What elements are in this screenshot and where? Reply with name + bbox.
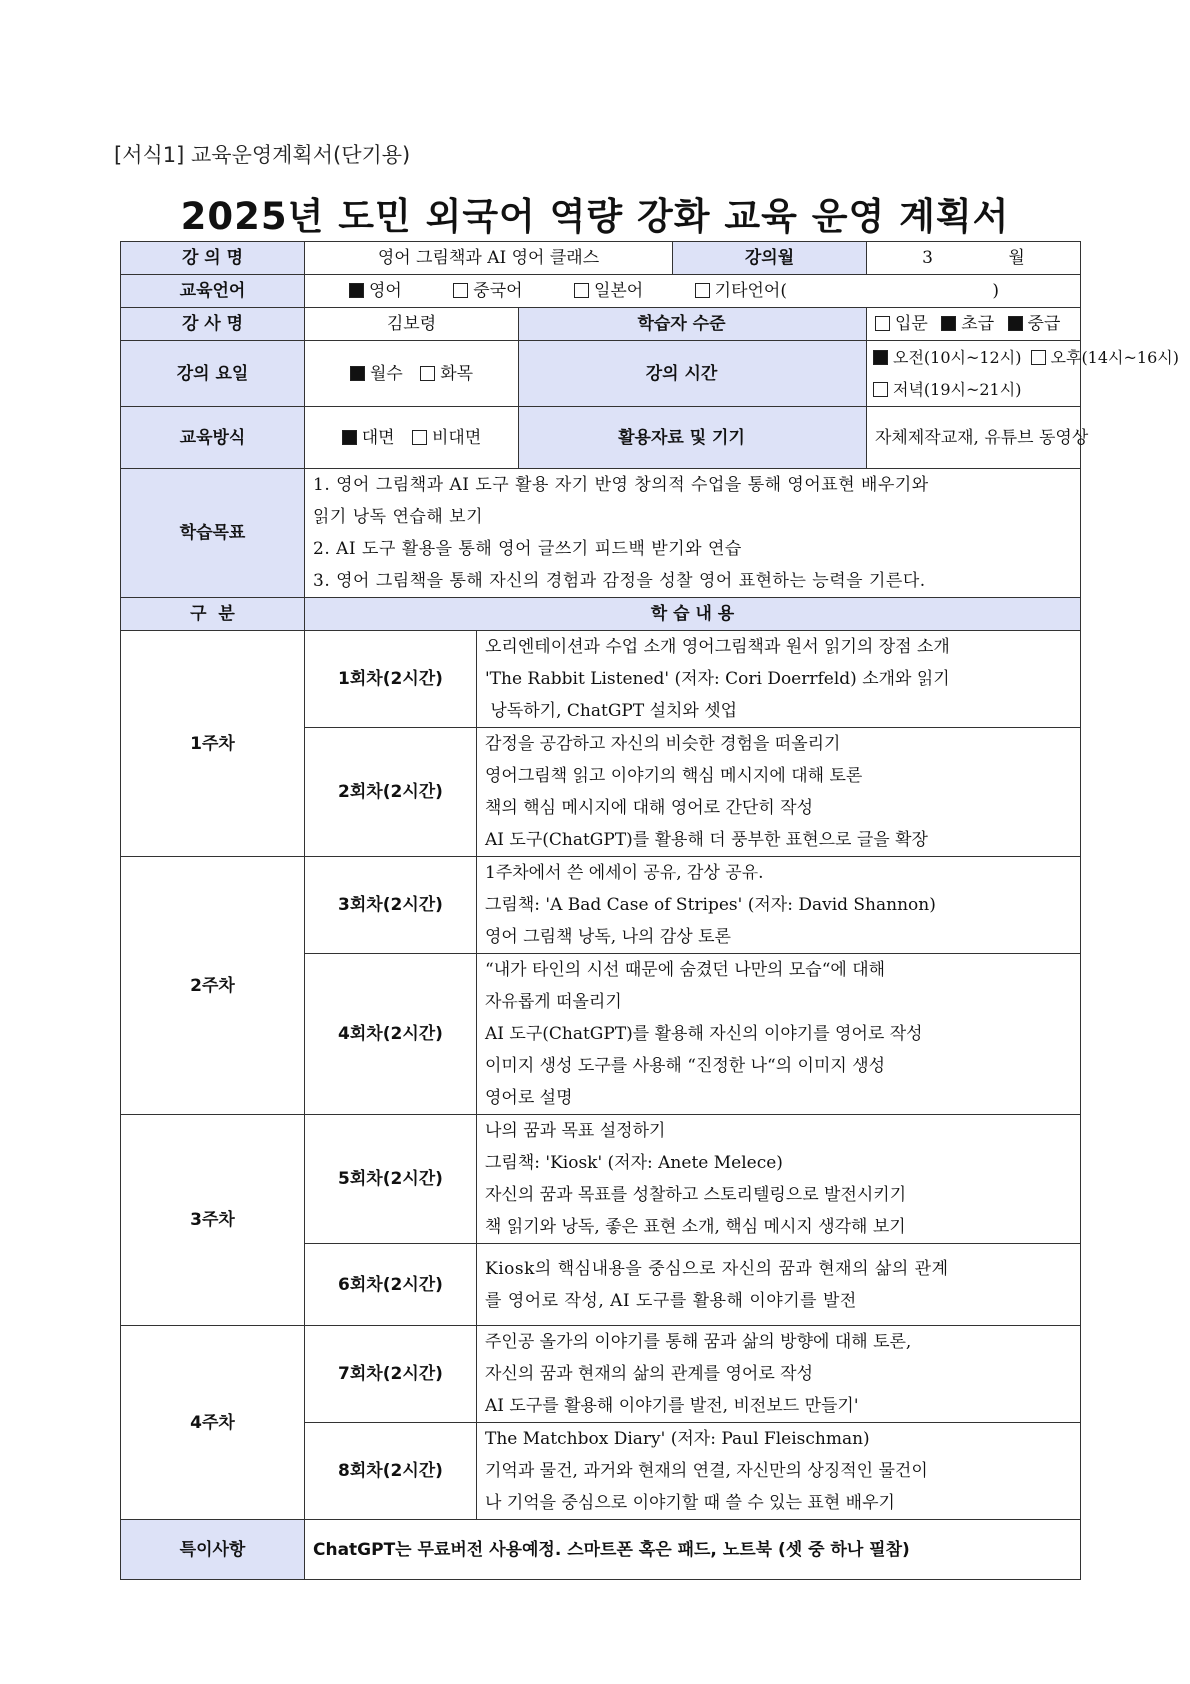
content-line: 1주차에서 쓴 에세이 공유, 감상 공유. xyxy=(485,863,764,883)
time-option[interactable]: 저녁(19시~21시) xyxy=(873,380,1021,399)
content-line: 영어그림책 읽고 이야기의 핵심 메시지에 대해 토론 xyxy=(485,766,863,786)
materials-label: 활용자료 및 기기 xyxy=(519,407,867,469)
session-content xyxy=(477,1326,1081,1423)
instructor-label: 강 사 명 xyxy=(121,308,305,341)
checkbox-empty-icon xyxy=(420,366,435,381)
content-line: 그림책: 'A Bad Case of Stripes' (저자: David Shannon) xyxy=(485,895,936,915)
session-label: 8회차(2시간) xyxy=(305,1423,477,1520)
language-close: ) xyxy=(992,281,1000,301)
content-line: 를 영어로 작성, AI 도구를 활용해 이야기를 발전 xyxy=(485,1290,857,1311)
level-option[interactable]: 입문 xyxy=(875,314,928,334)
content-line: 자신의 꿈과 현재의 삶의 관계를 영어로 작성 xyxy=(485,1364,814,1384)
language-option[interactable]: 기타언어( xyxy=(695,281,787,301)
checkbox-checked-icon xyxy=(873,350,888,365)
content-line: The Matchbox Diary' (저자: Paul Fleischman) xyxy=(485,1429,870,1449)
day-label: 강의 요일 xyxy=(121,341,305,407)
method-label: 교육방식 xyxy=(121,407,305,469)
checkbox-empty-icon xyxy=(1031,350,1046,365)
day-option[interactable]: 월수 xyxy=(350,364,403,384)
checkbox-empty-icon xyxy=(453,283,468,298)
goal-line: 2. AI 도구 활용을 통해 영어 글쓰기 피드백 받기와 연습 xyxy=(313,539,742,559)
content-line: 책 읽기와 낭독, 좋은 표현 소개, 핵심 메시지 생각해 보기 xyxy=(485,1217,906,1237)
content-line: 영어 그림책 낭독, 나의 감상 토론 xyxy=(485,927,731,947)
checkbox-checked-icon xyxy=(342,430,357,445)
content-line: 이미지 생성 도구를 사용해 “진정한 나“의 이미지 생성 xyxy=(485,1056,886,1076)
month-unit: 월 xyxy=(1008,248,1025,268)
month-cell xyxy=(867,242,1081,275)
content-line: 자유롭게 떠올리기 xyxy=(485,992,622,1012)
time-options xyxy=(867,341,1179,407)
month-label: 강의월 xyxy=(673,242,867,275)
checkbox-empty-icon xyxy=(875,316,890,331)
session-label: 3회차(2시간) xyxy=(305,857,477,954)
checkbox-empty-icon xyxy=(873,382,888,397)
day-options xyxy=(305,341,519,407)
course-name: 영어 그림책과 AI 영어 클래스 xyxy=(305,242,673,275)
session-label: 6회차(2시간) xyxy=(305,1244,477,1326)
content-line: 주인공 올가의 이야기를 통해 꿈과 삶의 방향에 대해 토론, xyxy=(485,1332,912,1352)
language-option[interactable]: 중국어 xyxy=(453,281,522,301)
session-label: 2회차(2시간) xyxy=(305,728,477,857)
method-options xyxy=(305,407,519,469)
checkbox-checked-icon xyxy=(350,366,365,381)
instructor: 김보령 xyxy=(305,308,519,341)
goal-line: 3. 영어 그림책을 통해 자신의 경험과 감정을 성찰 영어 표현하는 능력을 기른다. xyxy=(313,571,926,591)
goals xyxy=(305,469,1081,598)
checkbox-empty-icon xyxy=(574,283,589,298)
notes-label: 특이사항 xyxy=(121,1520,305,1580)
content-line: AI 도구를 활용해 이야기를 발전, 비전보드 만들기' xyxy=(485,1396,859,1416)
division-header: 구 분 xyxy=(121,598,305,631)
content-line: 낭독하기, ChatGPT 설치와 셋업 xyxy=(485,701,738,721)
content-line: 오리엔테이션과 수업 소개 영어그림책과 원서 읽기의 장점 소개 xyxy=(485,637,950,657)
session-content xyxy=(477,1423,1081,1520)
week-label: 1주차 xyxy=(121,631,305,857)
session-content xyxy=(477,857,1081,954)
course-name-label: 강 의 명 xyxy=(121,242,305,275)
session-label: 4회차(2시간) xyxy=(305,954,477,1115)
week-label: 3주차 xyxy=(121,1115,305,1326)
method-option[interactable]: 대면 xyxy=(342,428,395,448)
level-options xyxy=(867,308,1081,341)
goal-line: 읽기 낭독 연습해 보기 xyxy=(313,507,484,527)
content-line: 나의 꿈과 목표 설정하기 xyxy=(485,1121,666,1141)
week-label: 2주차 xyxy=(121,857,305,1115)
language-label: 교육언어 xyxy=(121,275,305,308)
checkbox-checked-icon xyxy=(1008,316,1023,331)
goals-label: 학습목표 xyxy=(121,469,305,598)
content-line: 영어로 설명 xyxy=(485,1088,573,1108)
day-option[interactable]: 화목 xyxy=(420,364,473,384)
checkbox-checked-icon xyxy=(349,283,364,298)
page-title: 2025년 도민 외국어 역량 강화 교육 운영 계획서 xyxy=(180,195,1010,238)
session-content xyxy=(477,1244,1081,1326)
checkbox-empty-icon xyxy=(695,283,710,298)
content-line: 그림책: 'Kiosk' (저자: Anete Melece) xyxy=(485,1153,783,1173)
checkbox-checked-icon xyxy=(941,316,956,331)
content-line: 나 기억을 중심으로 이야기할 때 쓸 수 있는 표현 배우기 xyxy=(485,1493,895,1513)
time-label: 강의 시간 xyxy=(519,341,867,407)
time-option[interactable]: 오전(10시~12시) xyxy=(873,348,1021,367)
info-table xyxy=(120,241,1179,598)
language-option[interactable]: 일본어 xyxy=(574,281,643,301)
content-line: AI 도구(ChatGPT)를 활용해 자신의 이야기를 영어로 작성 xyxy=(485,1024,923,1044)
content-line: 감정을 공감하고 자신의 비슷한 경험을 떠올리기 xyxy=(485,734,841,754)
content-line: 책의 핵심 메시지에 대해 영어로 간단히 작성 xyxy=(485,798,814,818)
content-line: AI 도구(ChatGPT)를 활용해 더 풍부한 표현으로 글을 확장 xyxy=(485,830,928,850)
level-option[interactable]: 초급 xyxy=(941,314,994,334)
content-line: Kiosk의 핵심내용을 중심으로 자신의 꿈과 현재의 삶의 관계 xyxy=(485,1258,949,1279)
session-label: 1회차(2시간) xyxy=(305,631,477,728)
session-label: 7회차(2시간) xyxy=(305,1326,477,1423)
goal-line: 1. 영어 그림책과 AI 도구 활용 자기 반영 창의적 수업을 통해 영어표현 배우기와 xyxy=(313,475,929,495)
content-line: 자신의 꿈과 목표를 성찰하고 스토리텔링으로 발전시키기 xyxy=(485,1185,907,1205)
checkbox-empty-icon xyxy=(412,430,427,445)
session-content xyxy=(477,1115,1081,1244)
level-option[interactable]: 중급 xyxy=(1008,314,1061,334)
session-content xyxy=(477,728,1081,857)
session-content xyxy=(477,954,1081,1115)
time-row-1 xyxy=(871,342,1179,374)
session-content xyxy=(477,631,1081,728)
content-line: 기억과 물건, 과거와 현재의 연결, 자신만의 상징적인 물건이 xyxy=(485,1461,928,1481)
schedule-table xyxy=(120,597,1081,1580)
content-line: “내가 타인의 시선 때문에 숨겼던 나만의 모습“에 대해 xyxy=(485,960,886,980)
time-row-2 xyxy=(871,374,1076,406)
content-header: 학 습 내 용 xyxy=(305,598,1081,631)
form-label: [서식1] 교육운영계획서(단기용) xyxy=(114,143,411,167)
language-option[interactable]: 영어 xyxy=(349,281,402,301)
time-option[interactable]: 오후(14시~16시) xyxy=(1031,348,1179,367)
session-label: 5회차(2시간) xyxy=(305,1115,477,1244)
materials: 자체제작교재, 유튜브 동영상 xyxy=(867,407,1081,469)
notes: ChatGPT는 무료버전 사용예정. 스마트폰 혹은 패드, 노트북 (셋 중 하나 필참) xyxy=(305,1520,1081,1580)
level-label: 학습자 수준 xyxy=(519,308,867,341)
month-value: 3 xyxy=(922,248,933,268)
method-option[interactable]: 비대면 xyxy=(412,428,481,448)
content-line: 'The Rabbit Listened' (저자: Cori Doerrfeld) 소개와 읽기 xyxy=(485,669,950,689)
week-label: 4주차 xyxy=(121,1326,305,1520)
language-options xyxy=(305,275,1081,308)
